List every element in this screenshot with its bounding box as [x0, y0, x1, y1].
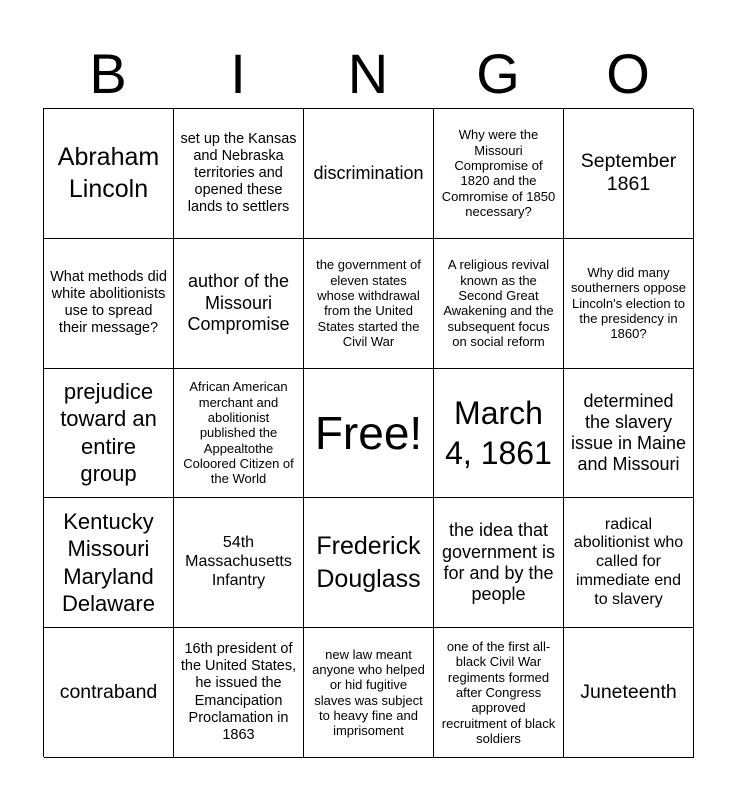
header-letter-g: G	[476, 42, 520, 105]
bingo-cell: Kentucky Missouri Maryland Delaware	[44, 498, 174, 628]
bingo-cell: prejudice toward an entire group	[44, 369, 174, 499]
bingo-header	[43, 40, 693, 108]
bingo-cell: March 4, 1861	[434, 369, 564, 499]
header-letter-o: O	[606, 42, 650, 105]
bingo-cell: 54th Massachusetts Infantry	[174, 498, 304, 628]
bingo-cell: author of the Missouri Compromise	[174, 239, 304, 369]
free-space: Free!	[304, 369, 434, 499]
bingo-cell: discrimination	[304, 109, 434, 239]
bingo-cell: determined the slavery issue in Maine and Missouri	[564, 369, 694, 499]
bingo-cell: Juneteenth	[564, 628, 694, 758]
bingo-board	[43, 108, 693, 757]
bingo-cell: new law meant anyone who helped or hid fugitive slaves was subject to heavy fine and imprisoment	[304, 628, 434, 758]
bingo-cell: the idea that government is for and by the people	[434, 498, 564, 628]
header-letter-i: I	[230, 42, 246, 105]
bingo-cell: What methods did white abolitionists use to spread their message?	[44, 239, 174, 369]
bingo-cell: African American merchant and abolitionist published the Appealtothe Coloored Citizen of the World	[174, 369, 304, 499]
header-letter-b: B	[89, 42, 127, 105]
bingo-cell: one of the first all-black Civil War regiments formed after Congress approved recruitment of black soldiers	[434, 628, 564, 758]
bingo-cell: Why were the Missouri Compromise of 1820 and the Comromise of 1850 necessary?	[434, 109, 564, 239]
bingo-cell: contraband	[44, 628, 174, 758]
bingo-cell: the government of eleven states whose withdrawal from the United States started the Civil War	[304, 239, 434, 369]
bingo-cell: set up the Kansas and Nebraska territories and opened these lands to settlers	[174, 109, 304, 239]
bingo-cell: 16th president of the United States, he issued the Emancipation Proclamation in 1863	[174, 628, 304, 758]
bingo-cell: Frederick Douglass	[304, 498, 434, 628]
bingo-cell: Why did many southerners oppose Lincoln's election to the presidency in 1860?	[564, 239, 694, 369]
bingo-cell: radical abolitionist who called for immediate end to slavery	[564, 498, 694, 628]
bingo-cell: Abraham Lincoln	[44, 109, 174, 239]
header-letter-n: N	[347, 42, 389, 105]
bingo-cell: September 1861	[564, 109, 694, 239]
bingo-cell: A religious revival known as the Second Great Awakening and the subsequent focus on social reform	[434, 239, 564, 369]
